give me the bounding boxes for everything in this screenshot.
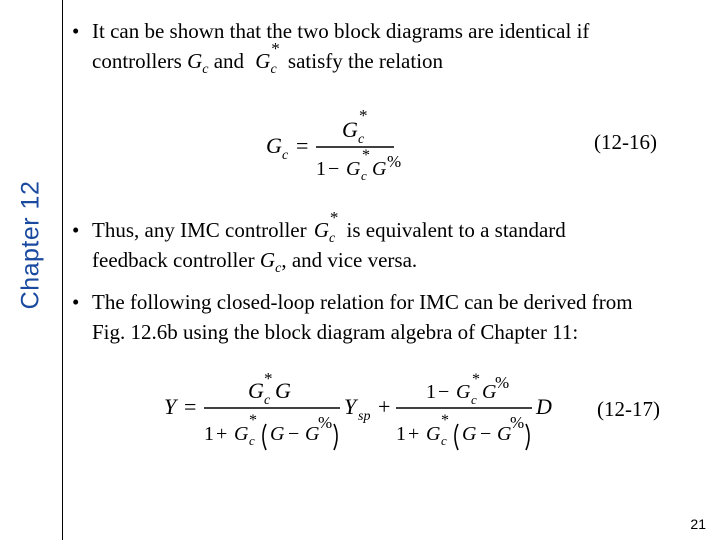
svg-text:G: G [346, 158, 361, 180]
bullet-1-line-2: controllers $G_c$ and $G_c$ * satisfy the relation [92, 39, 444, 78]
svg-text:1: 1 [204, 423, 214, 445]
svg-text:G: G [275, 378, 291, 403]
equation-12-16 [258, 105, 418, 185]
svg-text:+: + [216, 423, 228, 445]
svg-text:*: * [362, 147, 370, 164]
svg-text:%: % [387, 152, 402, 171]
svg-text:Y: Y [164, 394, 177, 419]
bullet-dot: • [72, 218, 80, 242]
svg-text:+: + [378, 394, 391, 419]
svg-text:*: * [441, 412, 449, 429]
svg-text:c: c [264, 393, 271, 408]
bullet-dot: • [72, 19, 80, 43]
svg-text:G: G [456, 381, 471, 403]
svg-text:−: − [328, 158, 340, 180]
svg-text:c: c [471, 392, 477, 407]
svg-text:c: c [282, 148, 289, 163]
svg-text:−: − [288, 423, 300, 445]
svg-text:*: * [472, 371, 480, 388]
svg-text:*: * [359, 106, 368, 125]
svg-text:%: % [318, 413, 333, 432]
svg-text:=: = [184, 394, 197, 419]
svg-text:sp: sp [358, 409, 371, 424]
svg-text:%: % [510, 413, 525, 432]
svg-text:1: 1 [426, 381, 436, 403]
bullet-3-line-1: The following closed-loop relation for IMC can be derived from [92, 290, 633, 314]
svg-text:G: G [270, 423, 285, 445]
chapter-sidebar [0, 0, 63, 540]
svg-text:G: G [248, 378, 264, 403]
svg-text:*: * [249, 412, 257, 429]
svg-text:1: 1 [396, 423, 406, 445]
svg-text:c: c [361, 168, 367, 183]
svg-text:c: c [249, 433, 255, 448]
svg-text:G: G [426, 423, 441, 445]
bullet-3-line-2: Fig. 12.6b using the block diagram algebra of Chapter 11: [92, 320, 579, 344]
equation-number-12-16: (12-16) [594, 130, 657, 154]
svg-text:G: G [372, 158, 387, 180]
bullet-dot: • [72, 290, 80, 314]
svg-text:+: + [408, 423, 420, 445]
bullet-2-line-1: Thus, any IMC controller $G_c$ * is equivalent to a standard [92, 208, 566, 247]
svg-text:G: G [266, 133, 282, 158]
svg-text:−: − [438, 381, 450, 403]
svg-text:G: G [497, 423, 512, 445]
equation-number-12-17: (12-17) [597, 397, 660, 421]
svg-text:=: = [296, 133, 309, 158]
svg-text:%: % [495, 373, 510, 392]
svg-text:G: G [462, 423, 477, 445]
svg-text:1: 1 [316, 158, 326, 180]
svg-text:*: * [264, 369, 273, 388]
bullet-2-line-2: feedback controller $G_c$, and vice versa. [92, 248, 418, 277]
svg-text:c: c [358, 132, 365, 147]
svg-text:G: G [305, 423, 320, 445]
svg-text:G: G [482, 381, 497, 403]
svg-text:G: G [234, 423, 249, 445]
chapter-label: Chapter 12 [16, 180, 45, 310]
svg-text:−: − [480, 423, 492, 445]
svg-text:Y: Y [344, 394, 357, 419]
svg-text:c: c [441, 433, 447, 448]
bullet-1-line-1: It can be shown that the two block diagrams are identical if [92, 19, 590, 43]
equation-12-17 [160, 368, 560, 458]
svg-text:D: D [536, 394, 552, 419]
page-number: 21 [690, 516, 706, 532]
svg-text:G: G [342, 117, 358, 142]
